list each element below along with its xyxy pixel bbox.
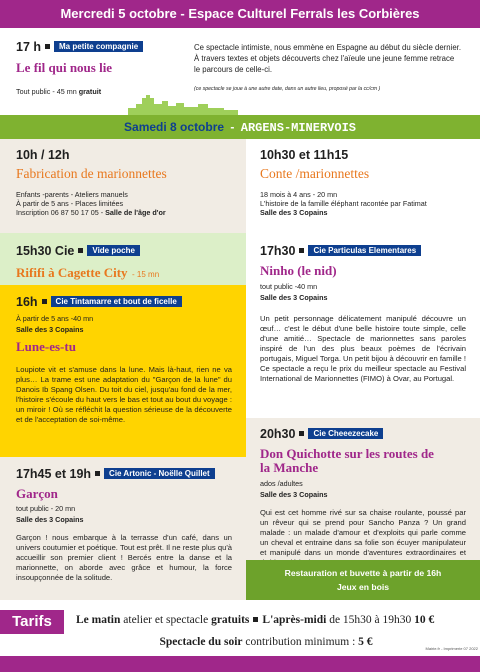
square-bullet-icon: [78, 248, 83, 253]
event-audience: À partir de 5 ans -40 mn: [16, 314, 94, 323]
event-venue: Salle des 3 Copains: [16, 325, 84, 334]
event-time: 17 h: [16, 40, 42, 54]
saturday-day: Samedi 8 octobre: [124, 120, 225, 134]
event-lune: [0, 285, 246, 457]
square-bullet-icon: [95, 471, 100, 476]
event-audience: ados /adultes: [260, 479, 303, 488]
tarif-evening-label: Spectacle du soir: [159, 636, 243, 648]
restauration-box: [246, 560, 480, 600]
event-inscription: [16, 208, 246, 217]
square-bullet-icon: [253, 617, 258, 622]
event-title: Don Quichotte sur les routes de la Manche: [260, 446, 434, 475]
event-price: gratuit: [78, 87, 102, 96]
square-bullet-icon: [299, 248, 304, 253]
event-info-line: 18 mois à 4 ans - 20 mn: [260, 190, 338, 199]
event-don-quichotte: [246, 418, 480, 560]
event-garcon: [0, 457, 246, 600]
event-rififi: [0, 233, 246, 285]
event-time: 20h30: [260, 427, 296, 441]
event-description: Garçon ! nous embarque à la terrasse d'un café, dans un univers coutumier et poétique. Tout est prêt. Il ne reste plus qu'à accueillir son premier client ! Bercés entre la danse et la marionnette, on aborde avec grâce et humour, la force insoupçonnée de la solitude.: [16, 533, 232, 582]
credit-text: Mairie.fr - Imprimerie 07 2022: [425, 646, 478, 651]
event-audience: Tout public - 45 mn: [16, 87, 77, 96]
restauration-line: Jeux en bois: [336, 582, 390, 592]
tarif-afternoon-price: 10 €: [414, 614, 435, 626]
event-time: 10h30 et 11h15: [260, 148, 349, 162]
saturday-place: ARGENS-MINERVOIS: [240, 121, 356, 135]
company-tag: Cie Tintamarre et bout de ficelle: [51, 296, 182, 307]
event-time: 15h30 Cie: [16, 244, 75, 258]
event-title: Ninho (le nid): [260, 263, 337, 278]
event-info-line: Enfants -parents - Ateliers manuels: [16, 190, 128, 199]
tarif-morning-price: gratuits: [211, 614, 250, 626]
event-title-line: [16, 264, 246, 282]
inscription-text: Inscription 06 87 50 17 05 -: [16, 208, 104, 217]
tarifs-title: Tarifs: [12, 613, 52, 630]
saturday-band: [0, 115, 480, 139]
square-bullet-icon: [299, 431, 304, 436]
header-band: [0, 0, 480, 28]
company-tag: Cie Particulas Elementares: [308, 245, 421, 256]
square-bullet-icon: [42, 299, 47, 304]
event-venue: Salle des 3 Copains: [16, 515, 84, 524]
header-title: Mercredi 5 octobre - Espace Culturel Ferrals les Corbières: [60, 6, 420, 21]
event-time: 10h / 12h: [16, 148, 70, 162]
square-bullet-icon: [45, 44, 50, 49]
tarif-morning-label: Le matin: [76, 614, 121, 626]
event-conte: [246, 139, 480, 233]
company-tag: Ma petite compagnie: [54, 41, 143, 52]
event-venue: Salle des 3 Copains: [260, 293, 328, 302]
event-venue: Salle des 3 Copains: [260, 208, 328, 217]
tarif-afternoon-label: L'après-midi: [262, 614, 327, 626]
tarif-morning-text: atelier et spectacle: [123, 614, 209, 626]
event-title: Conte /marionnettes: [260, 166, 370, 181]
event-le-fil-description: Ce spectacle intimiste, nous emmène en Espagne au début du siècle dernier. À travers textes et objets découverts chez l'aïeule une jeune femme retrace le parcours de celle-ci.: [194, 43, 461, 74]
event-fabrication: [0, 139, 246, 233]
event-time: 17h45 et 19h: [16, 467, 92, 481]
tarifs-line-2: [86, 636, 446, 648]
event-description: Un petit personnage délicatement manipulé découvre un œuf… c'est le début d'une belle histoire toute simple, celle d'une amitié… Spectacle de marionnettes sans paroles inspiré de l'un des plus beaux poèmes de l'écrivain portugais, Miguel Torga. Un petit bijou à découvrir en famille ! Ce spectacle a reçu le prix du meilleur spectacle au Festival International de Marionnettes (FIMO) à Ovar, au Portugal.: [260, 314, 466, 383]
company-tag: Cie Cheeezecake: [308, 428, 383, 439]
village-silhouette-icon: [128, 94, 238, 116]
event-info-line: À partir de 5 ans - Places limitées: [16, 199, 124, 208]
event-info-line: L'histoire de la famille éléphant racontée par Fatimat: [260, 199, 427, 208]
company-tag: Vide poche: [87, 245, 140, 256]
event-le-fil-note: (ce spectacle se joue à une autre date, dans un autre lieu, proposé par la cc/cm ): [194, 86, 381, 92]
tarifs-label: [0, 610, 64, 634]
event-title: Garçon: [16, 486, 58, 501]
event-venue: Salle des 3 Copains: [260, 490, 328, 499]
event-description: Qui est cet homme rivé sur sa chaise roulante, poussé par un rêveur qui se prend pour Sancho Panza ? Un grand malade : un malade d'amour et d'exploits qui parle comme un cheval et entraine dans sa folie son écuyer manipulateur et manipulé dans un monde d'aventures extraordinaires et: [260, 508, 466, 557]
event-le-fil: [16, 38, 176, 98]
event-title: Fabrication de marionnettes: [16, 166, 167, 181]
saturday-separator: -: [230, 120, 235, 134]
event-title: Rififi à Cagette City: [16, 265, 128, 280]
event-venue: Salle de l'âge d'or: [105, 208, 166, 217]
event-duration: - 15 mn: [132, 270, 160, 279]
footer-band: [0, 656, 480, 672]
event-audience: tout public - 20 mn: [16, 504, 76, 513]
event-time: 17h30: [260, 244, 296, 258]
tarif-afternoon-text: de 15h30 à 19h30: [329, 614, 412, 626]
event-time: 16h: [16, 295, 38, 309]
event-title: Lune-es-tu: [16, 339, 76, 354]
event-description: Loupiote vit et s'amuse dans la lune. Mais là-haut, rien ne va plus… La trame est une adaptation du "Garçon de la lune" du Danois Ib Spang Olsen. Du toit du ciel, jusqu'au fond de la mer, l'histoire s'écoule du haut vers le bas et tout au bout du voyage : un miroir ! Où se réfléchit la question sérieuse de la découverte et de l'acceptation de soi-même.: [16, 365, 232, 424]
company-tag: Cie Artonic - Noëlle Quillet: [104, 468, 215, 479]
event-audience: tout public -40 mn: [260, 282, 318, 291]
tarif-evening-price: 5 €: [358, 636, 373, 648]
restauration-line: Restauration et buvette à partir de 16h: [284, 568, 442, 578]
tarif-evening-text: contribution minimum :: [245, 636, 356, 648]
event-ninho: [246, 233, 480, 418]
tarifs-line-1: [76, 614, 476, 626]
event-title: Le fil qui nous lie: [16, 60, 113, 75]
